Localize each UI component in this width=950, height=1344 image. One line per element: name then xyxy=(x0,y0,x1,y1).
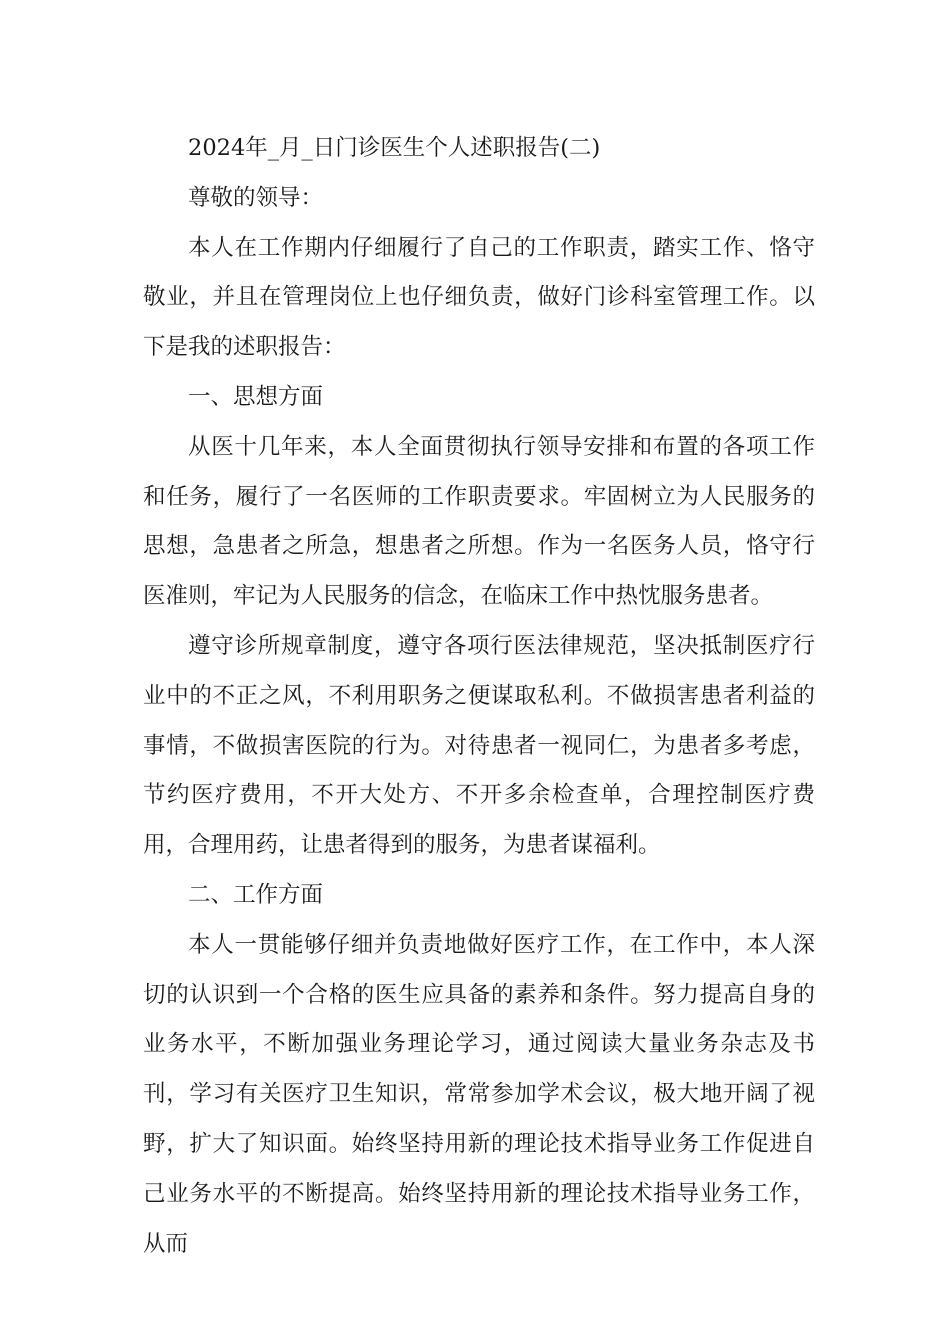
document-title: 2024年_月_日门诊医生个人述职报告(二) xyxy=(188,135,601,161)
paragraph-intro: 本人在工作期内仔细履行了自己的工作职责，踏实工作、恪守敬业，并且在管理岗位上也仔细负责，做好门诊科室管理工作。以下是我的述职报告： xyxy=(143,234,815,361)
section-heading-thought: 一、思想方面 xyxy=(188,383,324,410)
paragraph-work-1: 本人一贯能够仔细并负责地做好医疗工作，在工作中，本人深切的认识到一个合格的医生应具备的素养和条件。努力提高自身的业务水平，不断加强业务理论学习，通过阅读大量业务杂志及书刊，学习有关医疗卫生知识，常常参加学术会议，极大地开阔了视野，扩大了知识面。始终坚持用新的理论技术指导业务工作促进自己业务水平的不断提高。始终坚持用新的理论技术指导业务工作，从而 xyxy=(143,931,815,1257)
paragraph-thought-1: 从医十几年来，本人全面贯彻执行领导安排和布置的各项工作和任务，履行了一名医师的工作职责要求。牢固树立为人民服务的思想，急患者之所急，想患者之所想。作为一名医务人员，恪守行医准则，牢记为人民服务的信念，在临床工作中热忱服务患者。 xyxy=(143,433,815,610)
document-body xyxy=(143,124,815,1269)
section-heading-work: 二、工作方面 xyxy=(188,881,324,908)
salutation: 尊敬的领导： xyxy=(188,184,324,211)
paragraph-thought-2: 遵守诊所规章制度，遵守各项行医法律规范，坚决抵制医疗行业中的不正之风，不利用职务之便谋取私利。不做损害患者利益的事情，不做损害医院的行为。对待患者一视同仁，为患者多考虑，节约医疗费用，不开大处方、不开多余检查单，合理控制医疗费用，合理用药，让患者得到的服务，为患者谋福利。 xyxy=(143,632,815,859)
